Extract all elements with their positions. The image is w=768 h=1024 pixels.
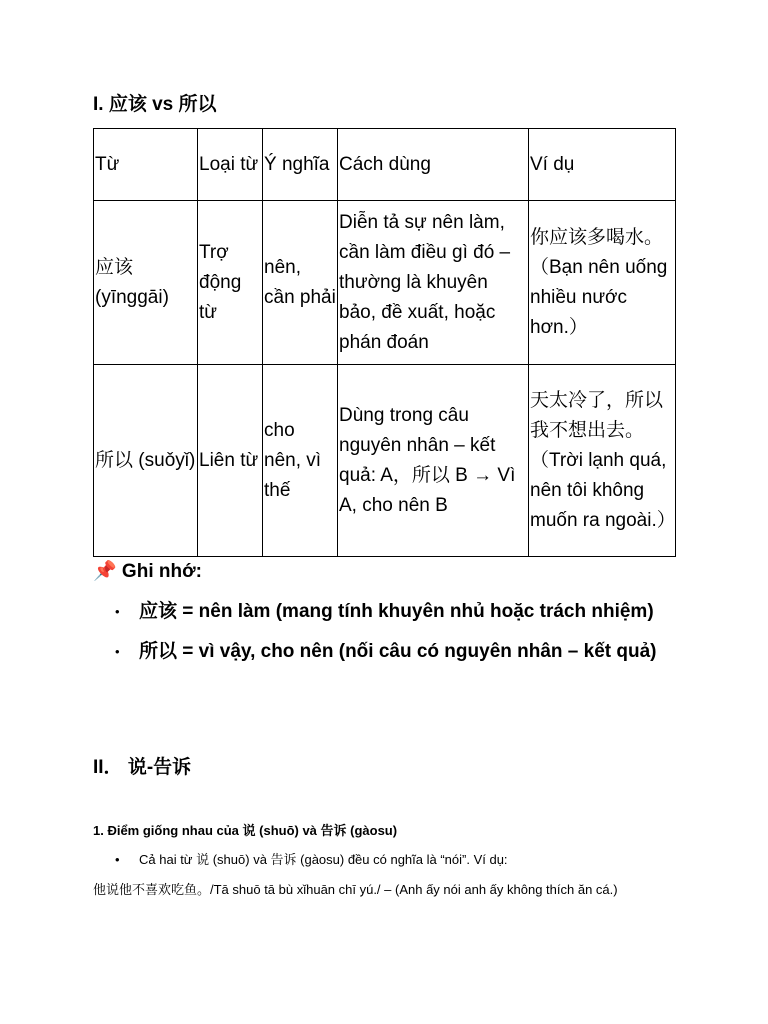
table-header-row	[94, 129, 676, 201]
cell-word	[94, 365, 198, 557]
cell-meaning: nên, cần phải	[263, 201, 338, 365]
note-list	[93, 596, 739, 676]
table-row	[94, 365, 676, 557]
example-translation: （Trời lạnh quá, nên tôi không muốn ra ngoài.）	[530, 449, 676, 531]
cell-type: Liên từ	[198, 365, 263, 557]
cell-example	[529, 365, 676, 557]
list-item: • 所以 = vì vậy, cho nên (nối câu có nguyên nhân – kết quả)	[139, 636, 739, 668]
cell-usage: Dùng trong câu nguyên nhân – kết quả: A，所以 B → Vì A, cho nên B	[338, 365, 529, 557]
example-chinese: 天太冷了，所以我不想出去。	[530, 389, 664, 441]
vocabulary-table	[93, 128, 676, 557]
word-pinyin: (suǒyǐ)	[138, 449, 196, 471]
subsection-heading: 1. Điểm giống nhau của 说 (shuō) và 告诉 (gàosu)	[93, 823, 398, 838]
section-heading-2: II． 说-告诉	[93, 757, 192, 778]
example-sentence: 他说他不喜欢吃鱼。/Tā shuō tā bù xǐhuān chī yú./ – (Anh ấy nói anh ấy không thích ăn cá.)	[93, 882, 618, 897]
header-type: Loại từ	[198, 129, 263, 201]
example-chinese: 你应该多喝水。	[530, 226, 664, 248]
section-heading-1: I. 应该 vs 所以	[93, 94, 217, 115]
header-example: Ví dụ	[529, 129, 676, 201]
note-title: 📌 Ghi nhớ:	[93, 561, 202, 582]
cell-example	[529, 201, 676, 365]
cell-meaning: cho nên, vì thế	[263, 365, 338, 557]
cell-type: Trợ động từ	[198, 201, 263, 365]
cell-word	[94, 201, 198, 365]
word-chinese: 应该	[95, 256, 134, 278]
word-pinyin: (yīnggāi)	[95, 286, 169, 308]
list-item: • 应该 = nên làm (mang tính khuyên nhủ hoặc trách nhiệm)	[139, 596, 739, 628]
word-chinese: 所以	[95, 449, 134, 471]
table-row	[94, 201, 676, 365]
header-meaning: Ý nghĩa	[263, 129, 338, 201]
point-list	[93, 850, 739, 870]
header-word: Từ	[94, 129, 198, 201]
list-item: • Cả hai từ 说 (shuō) và 告诉 (gàosu) đều có nghĩa là “nói”. Ví dụ:	[139, 850, 739, 870]
header-usage: Cách dùng	[338, 129, 529, 201]
example-translation: （Bạn nên uống nhiều nước hơn.）	[530, 256, 668, 338]
cell-usage: Diễn tả sự nên làm, cần làm điều gì đó – thường là khuyên bảo, đề xuất, hoặc phán đoán	[338, 201, 529, 365]
